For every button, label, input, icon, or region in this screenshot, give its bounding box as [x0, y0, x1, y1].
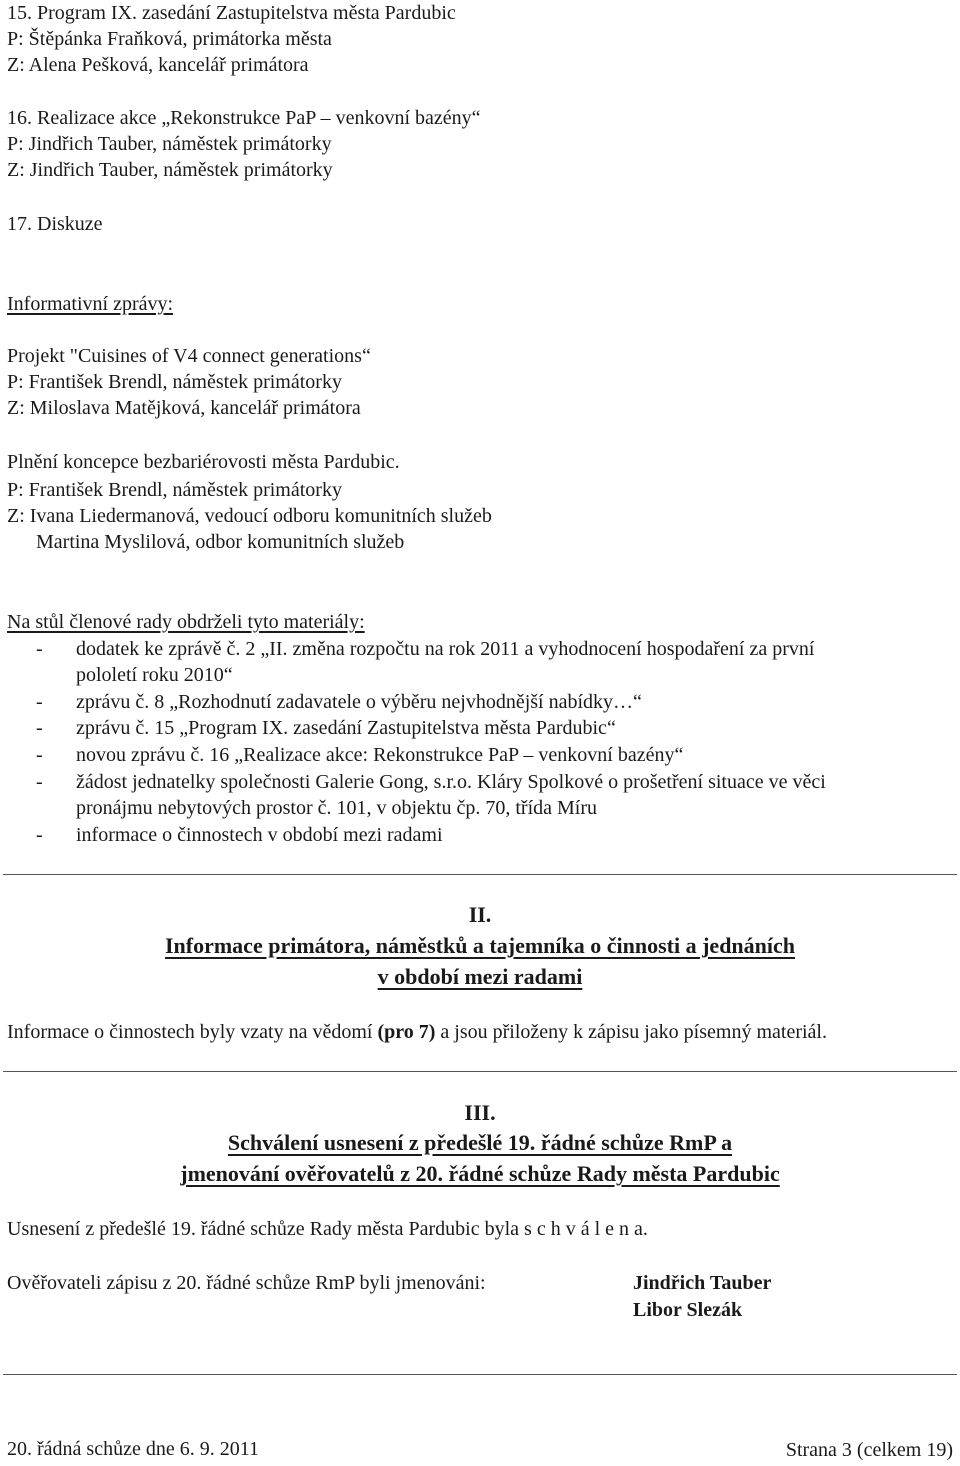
- section-2-text-after: a jsou přiloženy k zápisu jako písemný materiál.: [435, 1021, 827, 1043]
- list-item: zprávu č. 8 „Rozhodnutí zadavatele o výběru nejvhodnější nabídky…“: [76, 691, 642, 713]
- informative-heading: Informativní zprávy:: [7, 293, 174, 315]
- list-bullet: -: [36, 824, 43, 846]
- list-bullet: -: [36, 638, 43, 660]
- approval-text: Usnesení z předešlé 19. řádné schůze Rady města Pardubic byla s c h v á l e n a.: [7, 1218, 648, 1240]
- footer-page-number: Strana 3 (celkem 19): [785, 1439, 953, 1461]
- item-15-responsible: P: Štěpánka Fraňková, primátorka města: [7, 28, 332, 50]
- item-16-processor: Z: Jindřich Tauber, náměstek primátorky: [7, 159, 333, 181]
- verifiers-label: Ověřovateli zápisu z 20. řádné schůze RmP byli jmenováni:: [7, 1272, 486, 1294]
- item-16-responsible: P: Jindřich Tauber, náměstek primátorky: [7, 133, 332, 155]
- list-item-continuation: pololetí roku 2010“: [76, 664, 233, 686]
- section-3-numeral: III.: [464, 1100, 496, 1125]
- list-item: dodatek ke zprávě č. 2 „II. změna rozpočtu na rok 2011 a vyhodnocení hospodaření za první: [76, 638, 815, 660]
- section-2-text: [7, 1019, 827, 1045]
- verifier-name: Jindřich Tauber: [633, 1272, 772, 1294]
- list-bullet: -: [36, 717, 43, 739]
- report2-processor: Z: Ivana Liedermanová, vedoucí odboru komunitních služeb: [7, 505, 492, 527]
- list-item: informace o činnostech v období mezi radami: [76, 824, 443, 846]
- item-15-title: 15. Program IX. zasedání Zastupitelstva města Pardubic: [7, 2, 456, 24]
- item-16-title: 16. Realizace akce „Rekonstrukce PaP – venkovní bazény“: [7, 107, 481, 129]
- report2-responsible: P: František Brendl, náměstek primátorky: [7, 479, 342, 501]
- list-bullet: -: [36, 771, 43, 793]
- section-3-title-line2: jmenování ověřovatelů z 20. řádné schůze Rady města Pardubic: [180, 1161, 780, 1186]
- section-divider: [3, 874, 957, 875]
- list-bullet: -: [36, 691, 43, 713]
- verifier-name: Libor Slezák: [633, 1299, 743, 1321]
- section-2-title-line2: v období mezi radami: [377, 964, 583, 989]
- section-2-numeral: II.: [468, 902, 492, 927]
- footer-divider: [3, 1374, 957, 1375]
- materials-heading: Na stůl členové rady obdrželi tyto materiály:: [7, 611, 365, 633]
- section-2-vote: (pro 7): [377, 1021, 436, 1043]
- list-item: zprávu č. 15 „Program IX. zasedání Zastupitelstva města Pardubic“: [76, 717, 616, 739]
- list-item-continuation: pronájmu nebytových prostor č. 101, v objektu čp. 70, třída Míru: [76, 797, 598, 819]
- report2-title: Plnění koncepce bezbariérovosti města Pardubic.: [7, 451, 400, 473]
- section-divider: [3, 1071, 957, 1072]
- list-item: žádost jednatelky společnosti Galerie Gong, s.r.o. Kláry Spolkové o prošetření situace ve věci: [76, 771, 826, 793]
- item-17-title: 17. Diskuze: [7, 213, 103, 235]
- section-2-title-line1: Informace primátora, náměstků a tajemníka o činnosti a jednáních: [164, 933, 796, 958]
- list-item: novou zprávu č. 16 „Realizace akce: Rekonstrukce PaP – venkovní bazény“: [76, 744, 684, 766]
- report1-responsible: P: František Brendl, náměstek primátorky: [7, 371, 342, 393]
- report1-title: Projekt "Cuisines of V4 connect generations“: [7, 345, 371, 367]
- item-15-processor: Z: Alena Pešková, kancelář primátora: [7, 54, 309, 76]
- section-3-title-line1: Schválení usnesení z předešlé 19. řádné schůze RmP a: [227, 1130, 733, 1155]
- report2-processor-2: Martina Myslilová, odbor komunitních služeb: [36, 531, 405, 553]
- section-2-text-before: Informace o činnostech byly vzaty na vědomí: [7, 1021, 378, 1043]
- list-bullet: -: [36, 744, 43, 766]
- footer-meeting-date: 20. řádná schůze dne 6. 9. 2011: [7, 1438, 259, 1460]
- report1-processor: Z: Miloslava Matějková, kancelář primátora: [7, 397, 361, 419]
